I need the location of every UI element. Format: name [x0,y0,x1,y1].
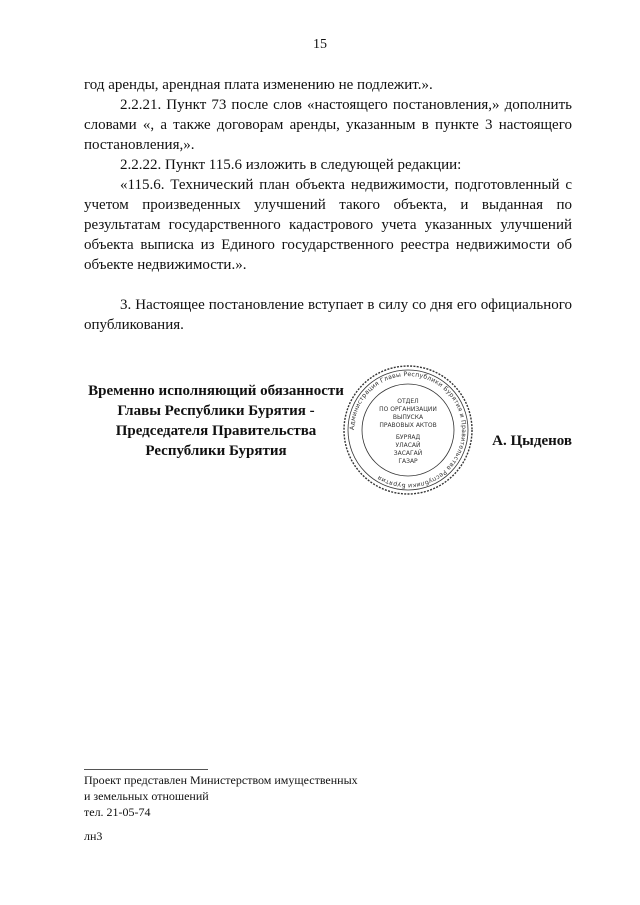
seal-center-line: УЛАСАЙ [395,442,421,449]
footer-phone: тел. 21-05-74 [84,805,151,819]
seal-center-line: ПО ОРГАНИЗАЦИИ [379,406,437,413]
signatory-title-line: Республики Бурятия [145,443,287,459]
document-body [84,75,572,335]
footer-line: Проект представлен Министерством имущественных [84,773,358,787]
signatory-name: А. Цыденов [492,433,572,449]
signatory-title-line: Временно исполняющий обязанности [88,383,344,399]
seal-center-line: ОТДЕЛ [397,398,419,405]
seal-center-line: ВЫПУСКА [392,414,424,421]
signatory-title-line: Председателя Правительства [115,423,317,439]
footer-line: и земельных отношений [84,789,209,803]
seal-center-line: ЗАСАГАЙ [393,450,423,457]
seal-center-line: ПРАВОВЫХ АКТОВ [379,422,437,429]
svg-text:Администрация Главы Республики [349,371,467,489]
paragraph-2-2-21: 2.2.21. Пункт 73 после слов «настоящего постановления,» дополнить словами «, а также договорам аренды, указанным в пункте 3 настоящего постановления,». [84,97,572,153]
official-seal [341,363,475,497]
paragraph-115-6: «115.6. Технический план объекта недвижимости, подготовленный с учетом произведенных улучшений такого объекта, и выданная по результатам государственного кадастрового учета указанных улучшений объекта выписка из Единого государственного реестра недвижимости об объекте недвижимости.». [84,177,572,273]
seal-outer-text: Администрация Главы Республики Бурятия и Правительства Республики Бурятия [348,370,468,490]
page-number: 15 [313,37,327,52]
signatory-title-line: Главы Республики Бурятия - [117,403,315,419]
seal-center-line: ГАЗАР [398,458,418,465]
paragraph-continuation: год аренды, арендная плата изменению не подлежит.». [84,77,433,93]
paragraph-3: 3. Настоящее постановление вступает в силу со дня его официального опубликования. [84,297,572,333]
signatory-title [75,381,357,461]
footer-code: лн3 [84,829,103,843]
paragraph-2-2-22: 2.2.22. Пункт 115.6 изложить в следующей редакции: [120,157,462,173]
seal-center-line: БУРЯАД [395,434,421,441]
footer-divider [84,769,208,770]
footer-note [84,772,358,844]
